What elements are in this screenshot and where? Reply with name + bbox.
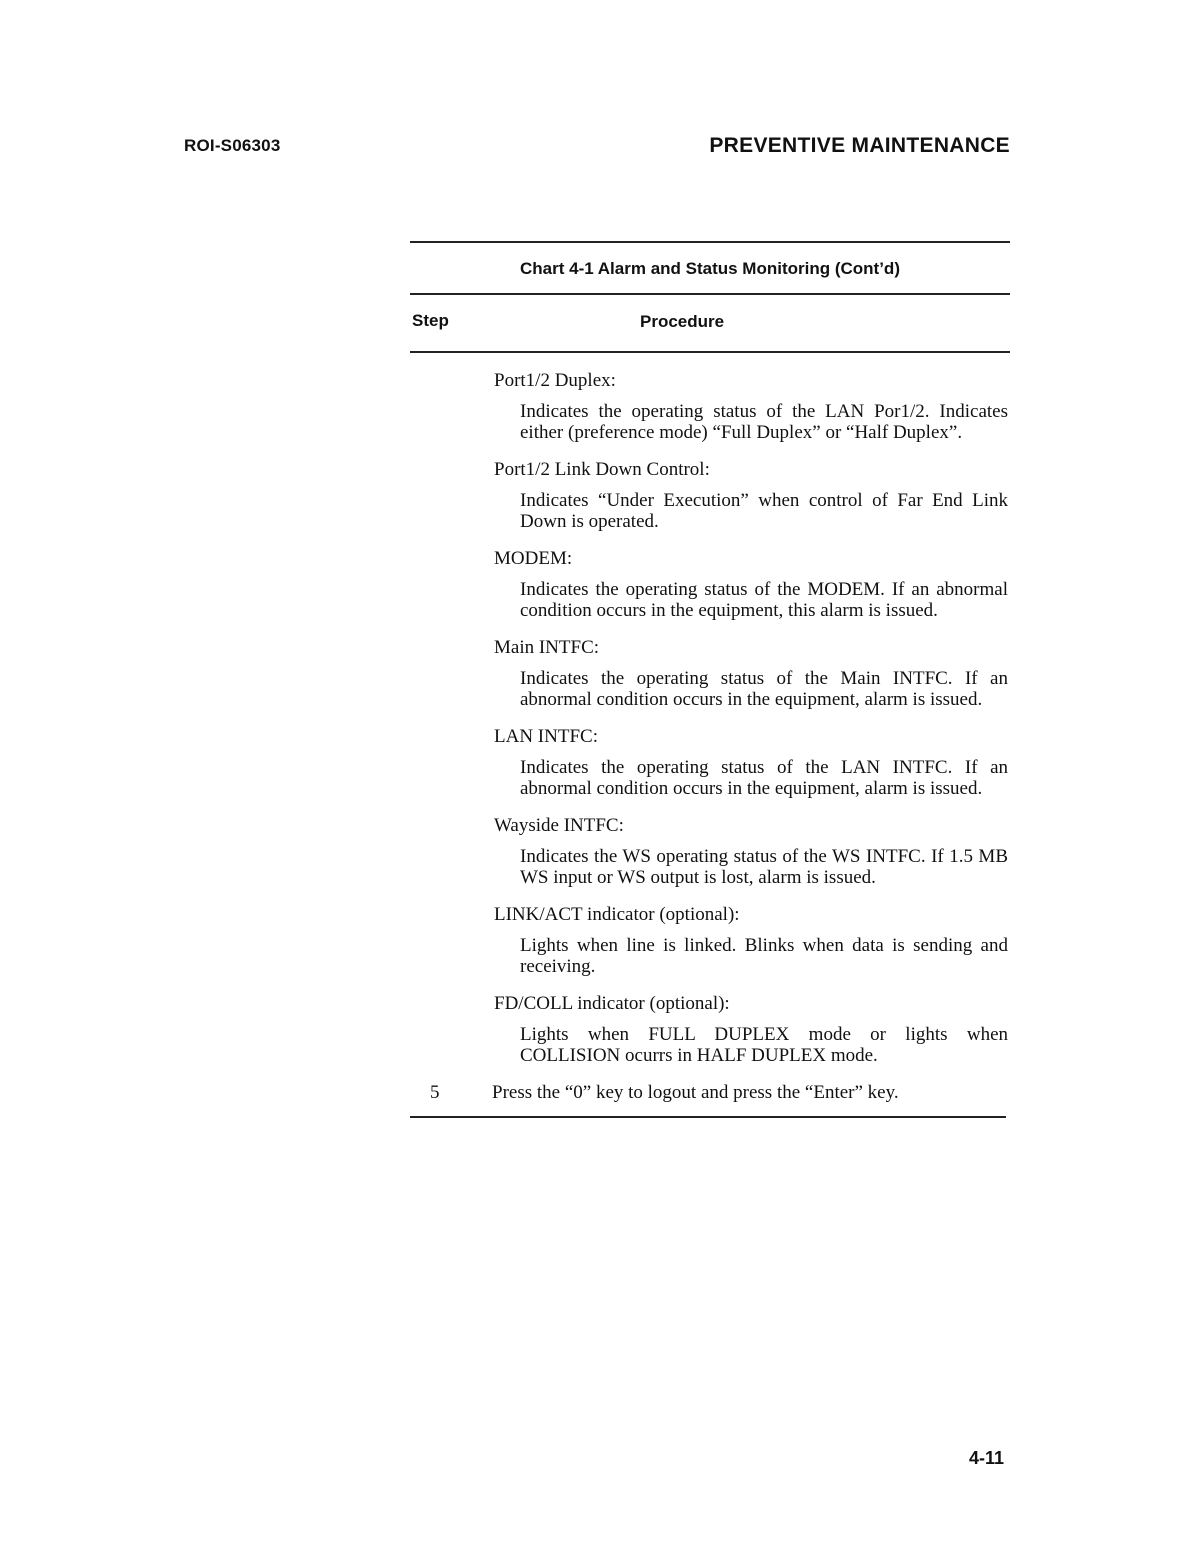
- list-item: [494, 993, 1008, 1066]
- procedure-table: [410, 241, 1010, 1118]
- step-number: 5: [430, 1082, 440, 1103]
- entry-description: Indicates the operating status of the LAN INTFC. If an abnormal condition occurs in the equipment, alarm is issued.: [520, 757, 1008, 799]
- entry-label: LAN INTFC:: [494, 726, 598, 747]
- column-header-row: [410, 295, 1010, 351]
- entry-description: Indicates the operating status of the LAN Por1/2. Indicates either (preference mode) “Full Duplex” or “Half Duplex”.: [520, 401, 1008, 443]
- entry-description: Indicates the operating status of the Main INTFC. If an abnormal condition occurs in the equipment, alarm is issued.: [520, 668, 1008, 710]
- step-column-header: Step: [412, 311, 449, 330]
- entry-label: FD/COLL indicator (optional):: [494, 993, 730, 1014]
- list-item: [494, 726, 1008, 799]
- list-item: [494, 815, 1008, 888]
- entry-label: Port1/2 Link Down Control:: [494, 459, 710, 480]
- page-header: [184, 134, 1010, 164]
- step-row: [410, 1082, 1010, 1112]
- list-item: [494, 548, 1008, 621]
- entry-label: LINK/ACT indicator (optional):: [494, 904, 740, 925]
- entry-label: Wayside INTFC:: [494, 815, 624, 836]
- entry-description: Indicates the WS operating status of the WS INTFC. If 1.5 MB WS input or WS output is lost, alarm is issued.: [520, 846, 1008, 888]
- entry-label: Main INTFC:: [494, 637, 600, 658]
- list-item: [494, 904, 1008, 977]
- table-body: [410, 353, 1010, 1112]
- procedure-column-header: Procedure: [640, 312, 725, 331]
- entry-label: MODEM:: [494, 548, 573, 569]
- list-item: [494, 637, 1008, 710]
- entry-description: Indicates the operating status of the MODEM. If an abnormal condition occurs in the equipment, this alarm is issued.: [520, 579, 1008, 621]
- list-item: [494, 370, 1008, 443]
- entry-description: Indicates “Under Execution” when control of Far End Link Down is operated.: [520, 490, 1008, 532]
- entry-description: Lights when line is linked. Blinks when data is sending and receiving.: [520, 935, 1008, 977]
- step-text: Press the “0” key to logout and press the “Enter” key.: [492, 1082, 899, 1103]
- chart-title: Chart 4-1 Alarm and Status Monitoring (Cont’d): [520, 259, 900, 278]
- entry-description: Lights when FULL DUPLEX mode or lights when COLLISION ocurrs in HALF DUPLEX mode.: [520, 1024, 1008, 1066]
- page-number: 4-11: [968, 1448, 1004, 1468]
- bottom-rule: [410, 1116, 1006, 1118]
- document-id: ROI-S06303: [184, 136, 281, 155]
- list-item: [494, 459, 1008, 532]
- entry-label: Port1/2 Duplex:: [494, 370, 616, 391]
- section-title: PREVENTIVE MAINTENANCE: [709, 134, 1010, 157]
